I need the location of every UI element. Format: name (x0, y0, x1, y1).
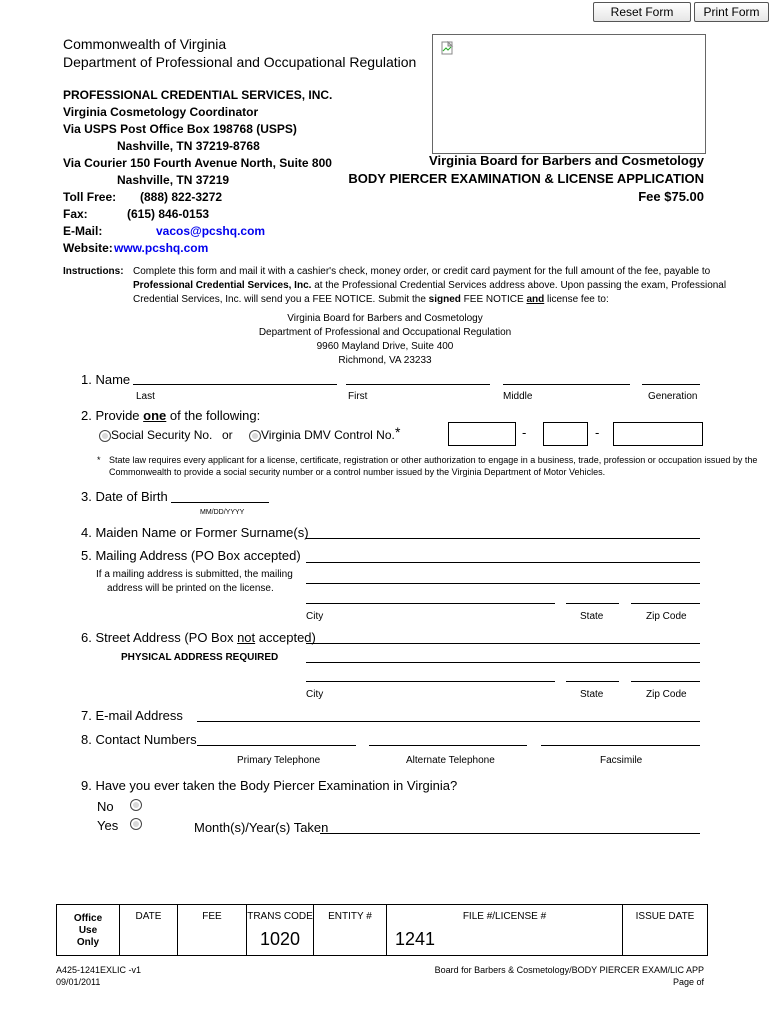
mailing-zip-field[interactable] (631, 603, 700, 604)
contractor-name: PROFESSIONAL CREDENTIAL SERVICES, INC. (63, 88, 333, 102)
header-dept: Department of Professional and Occupational Regulation (63, 54, 417, 70)
primary-phone-field[interactable] (197, 745, 356, 746)
office-date-header: DATE (135, 911, 162, 922)
mailing-note1: If a mailing address is submitted, the mailing (96, 569, 293, 580)
mailing-state-caption: State (580, 611, 604, 622)
instructions-line2 (133, 280, 726, 291)
instructions-and: and (526, 294, 545, 305)
q9-label: 9. Have you ever taken the Body Piercer Examination in Virginia? (81, 778, 458, 793)
footer-right1: Board for Barbers & Cosmetology/BODY PIERCER EXAM/LIC APP (434, 965, 704, 975)
instructions-signed: signed (428, 294, 461, 305)
q6-label-c: accepted) (255, 630, 316, 645)
email-label: E-Mail: (63, 224, 103, 238)
office-entity-header: ENTITY # (328, 911, 372, 922)
office-file-cell (387, 905, 623, 955)
q2-one: one (143, 408, 167, 423)
street-line1[interactable] (306, 643, 700, 644)
q6-label (81, 630, 316, 645)
q4-label: 4. Maiden Name or Former Surname(s) (81, 525, 309, 540)
instructions-label: Instructions: (63, 266, 124, 277)
ssn-label: Social Security No. (111, 428, 213, 442)
tollfree-value: (888) 822-3272 (140, 190, 223, 204)
instructions-line3-c: FEE NOTICE (460, 294, 527, 305)
mailing-state-field[interactable] (566, 603, 619, 604)
alternate-phone-caption: Alternate Telephone (406, 755, 495, 766)
middle-name-field[interactable] (503, 384, 630, 385)
office-entity-cell (314, 905, 387, 955)
broken-image-icon (441, 41, 455, 57)
q9-yes-label: Yes (97, 818, 119, 833)
reset-form-button[interactable]: Reset Form (593, 2, 691, 22)
last-caption: Last (136, 391, 155, 402)
q9-no-radio[interactable] (130, 799, 142, 811)
id-dash1: - (522, 425, 527, 440)
street-zip-field[interactable] (631, 681, 700, 682)
q8-label: 8. Contact Numbers (81, 732, 197, 747)
mailing-city-field[interactable] (306, 603, 555, 604)
dob-field[interactable] (171, 502, 269, 503)
street-city-field[interactable] (306, 681, 555, 682)
office-trans-cell (247, 905, 314, 955)
office-date-cell (120, 905, 178, 955)
law-note2: Commonwealth to provide a social security number or a control number issued by the Virginia Department of Motor Vehicles. (109, 467, 606, 477)
first-caption: First (348, 391, 368, 402)
office-fee-cell (178, 905, 247, 955)
fax-field[interactable] (541, 745, 700, 746)
instructions-line2-rest: at the Professional Credential Services address above. Upon passing the exam, Professional (311, 280, 727, 291)
email-field[interactable] (197, 721, 700, 722)
contractor-usps: Via USPS Post Office Box 198768 (USPS) (63, 122, 297, 136)
q1-label: 1. Name (81, 372, 131, 387)
board-title: Virginia Board for Barbers and Cosmetology (429, 153, 704, 168)
instructions-line3-a: Credential Services, Inc. will send you a FEE NOTICE. Submit the (133, 294, 429, 305)
print-form-button[interactable]: Print Form (694, 2, 769, 22)
footer-right2: Page of (672, 977, 704, 987)
website-link[interactable]: www.pcshq.com (114, 241, 209, 255)
contractor-courier-city: Nashville, TN 37219 (117, 173, 230, 187)
street-city-caption: City (306, 689, 324, 700)
board-addr2: Department of Professional and Occupational Regulation (258, 327, 512, 338)
primary-phone-caption: Primary Telephone (237, 755, 321, 766)
form-title: BODY PIERCER EXAMINATION & LICENSE APPLICATION (348, 171, 704, 186)
street-line2[interactable] (306, 662, 700, 663)
email-link[interactable]: vacos@pcshq.com (156, 224, 266, 238)
mailing-line2[interactable] (306, 583, 700, 584)
office-issue-cell (623, 905, 707, 955)
id-dash2: - (595, 425, 600, 440)
q3-label: 3. Date of Birth (81, 489, 168, 504)
note-asterisk: * (97, 455, 101, 465)
office-file-header: FILE #/LICENSE # (462, 911, 547, 922)
instructions-line3-e: license fee to: (544, 294, 609, 305)
or-label: or (222, 428, 233, 442)
instructions-line3 (133, 294, 609, 305)
q2-label-a: 2. Provide (81, 408, 144, 423)
footer-code: A425-1241EXLIC -v1 (56, 965, 142, 975)
street-zip-caption: Zip Code (646, 689, 687, 700)
fax-label: Fax: (63, 207, 88, 221)
q2-label (81, 408, 260, 423)
instructions-line1: Complete this form and mail it with a cashier's check, money order, or credit card payment for the full amount of the fee, payable to (133, 266, 711, 277)
office-trans-value: 1020 (259, 929, 301, 949)
q5-label: 5. Mailing Address (PO Box accepted) (81, 548, 301, 563)
form-fee: Fee $75.00 (638, 189, 704, 204)
exam-date-field[interactable] (320, 833, 700, 834)
asterisk-mark: * (395, 424, 401, 440)
law-note1: State law requires every applicant for a license, certificate, registration or other authorization to engage in a business, trade, profession or occupation issued by the (109, 455, 758, 465)
q6-not: not (237, 630, 256, 645)
dmv-label: Virginia DMV Control No. (261, 428, 395, 442)
generation-caption: Generation (648, 391, 698, 402)
physical-address-required: PHYSICAL ADDRESS REQUIRED (121, 652, 279, 663)
contractor-courier: Via Courier 150 Fourth Avenue North, Suite 800 (63, 156, 332, 170)
q9-when-label: Month(s)/Year(s) Taken (194, 820, 329, 835)
office-fee-header: FEE (202, 911, 222, 922)
office-issue-header: ISSUE DATE (635, 911, 695, 922)
first-name-field[interactable] (346, 384, 490, 385)
website-label: Website: (63, 241, 113, 255)
mailing-note2: address will be printed on the license. (107, 583, 274, 594)
office-file-value: 1241 (395, 929, 436, 949)
mailing-city-caption: City (306, 611, 324, 622)
q9-no-label: No (97, 799, 114, 814)
contractor-usps-city: Nashville, TN 37219-8768 (117, 139, 260, 153)
dob-format: MM/DD/YYYY (200, 509, 245, 516)
office-trans-header: TRANS CODE (247, 911, 313, 922)
middle-caption: Middle (503, 391, 533, 402)
photo-placeholder (432, 34, 706, 154)
maiden-name-field[interactable] (306, 538, 700, 539)
generation-field[interactable] (642, 384, 700, 385)
q2-label-c: of the following: (166, 408, 261, 423)
alternate-phone-field[interactable] (369, 745, 527, 746)
tollfree-label: Toll Free: (63, 190, 117, 204)
office-label3: Only (76, 937, 100, 948)
contractor-coord: Virginia Cosmetology Coordinator (63, 105, 259, 119)
id-part2-input[interactable] (543, 422, 588, 446)
ssn-radio[interactable] (99, 430, 111, 442)
office-label2: Use (78, 925, 98, 936)
street-state-caption: State (580, 689, 604, 700)
last-name-field[interactable] (133, 384, 337, 385)
office-label1: Office (73, 913, 103, 924)
id-part3-input[interactable] (613, 422, 703, 446)
mailing-line1[interactable] (306, 562, 700, 563)
q6-label-a: 6. Street Address (PO Box (81, 630, 238, 645)
board-addr4: Richmond, VA 23233 (338, 355, 432, 366)
fax-caption: Facsimile (600, 755, 643, 766)
header-state: Commonwealth of Virginia (63, 36, 227, 52)
dmv-radio[interactable] (249, 430, 261, 442)
board-addr3: 9960 Mayland Drive, Suite 400 (316, 341, 454, 352)
street-state-field[interactable] (566, 681, 619, 682)
q9-yes-radio[interactable] (130, 818, 142, 830)
office-use-label-cell (57, 905, 120, 955)
q7-label: 7. E-mail Address (81, 708, 183, 723)
instructions-pcs: Professional Credential Services, Inc. (133, 280, 312, 291)
board-addr1: Virginia Board for Barbers and Cosmetology (287, 313, 483, 324)
office-use-table (56, 904, 708, 956)
mailing-zip-caption: Zip Code (646, 611, 687, 622)
footer-date: 09/01/2011 (56, 977, 101, 987)
id-part1-input[interactable] (448, 422, 516, 446)
fax-value: (615) 846-0153 (127, 207, 210, 221)
